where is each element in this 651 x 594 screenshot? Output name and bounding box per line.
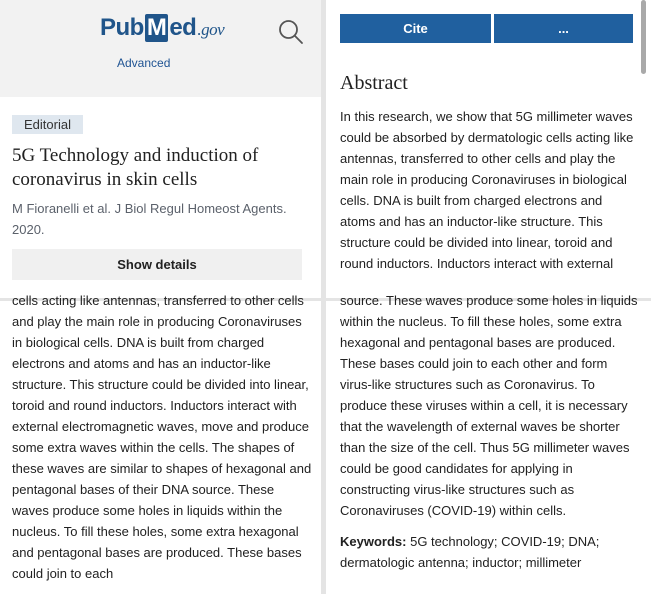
logo-med-rest: ed bbox=[169, 14, 197, 41]
logo-gov-text: .gov bbox=[197, 20, 225, 39]
advanced-search-link[interactable]: Advanced bbox=[117, 56, 171, 70]
keywords-value: 5G technology; COVID-19; DNA; dermatologic antenna; inductor; millimeter bbox=[340, 534, 600, 570]
abstract-text-bottom-left: cells acting like antennas, transferred to other cells and play the main role in producing Coronaviruses in biological cells. DNA is built from charged electrons and atoms and has an inductor-like structure. This structure could be divided into linear, toroid and round inductors. Inductors interact with external electromagnetic waves, move and produce some extra waves within the cells. The shapes of these waves are similar to shapes of hexagonal and pentagonal bases of their DNA source. These waves produce some holes in liquids within the nucleus. To fill these holes, some extra hexagonal and pentagonal bases are produced. These bases could join to each bbox=[12, 293, 312, 581]
logo-med-box: M bbox=[146, 14, 167, 41]
abstract-text-top: In this research, we show that 5G millimeter waves could be absorbed by dermatologic cells acting like antennas, transferred to other cells and play the main role in producing Coronaviruses in biological cells. DNA is built from charged electrons and atoms and has an inductor-like structure. This structure could be divided into linear, toroid and round inductors. Inductors interact with external bbox=[340, 109, 634, 271]
keywords-line bbox=[340, 531, 638, 573]
abstract-bottom-right-panel bbox=[340, 290, 638, 594]
scrollbar[interactable] bbox=[641, 0, 646, 74]
more-actions-button[interactable]: ... bbox=[494, 14, 633, 43]
search-icon[interactable] bbox=[277, 18, 305, 46]
panel-divider-vertical bbox=[321, 0, 326, 594]
abstract-heading: Abstract bbox=[340, 72, 408, 94]
article-title: 5G Technology and induction of coronavirus in skin cells bbox=[12, 145, 259, 190]
cite-button[interactable]: Cite bbox=[340, 14, 491, 43]
keywords-label: Keywords: bbox=[340, 534, 407, 549]
pubmed-header bbox=[0, 0, 321, 97]
article-type-badge: Editorial bbox=[12, 115, 83, 134]
article-citation: M Fioranelli et al. J Biol Regul Homeost Agents. 2020. bbox=[12, 201, 287, 237]
pubmed-logo[interactable] bbox=[100, 14, 224, 42]
show-details-button[interactable]: Show details bbox=[12, 249, 302, 280]
abstract-text-bottom-right: source. These waves produce some holes in liquids within the nucleus. To fill these holes, some extra hexagonal and pentagonal bases are produced. These bases could join to each other and form virus-like structures such as Coronavirus. To produce these viruses within a cell, it is necessary that the wavelength of external waves be shorter than the size of the cell. Thus 5G millimeter waves could be good candidates for applying in constructing virus-like structures such as Coronaviruses (COVID-19) within cells. bbox=[340, 293, 638, 518]
logo-pub-text: Pub bbox=[100, 14, 144, 41]
